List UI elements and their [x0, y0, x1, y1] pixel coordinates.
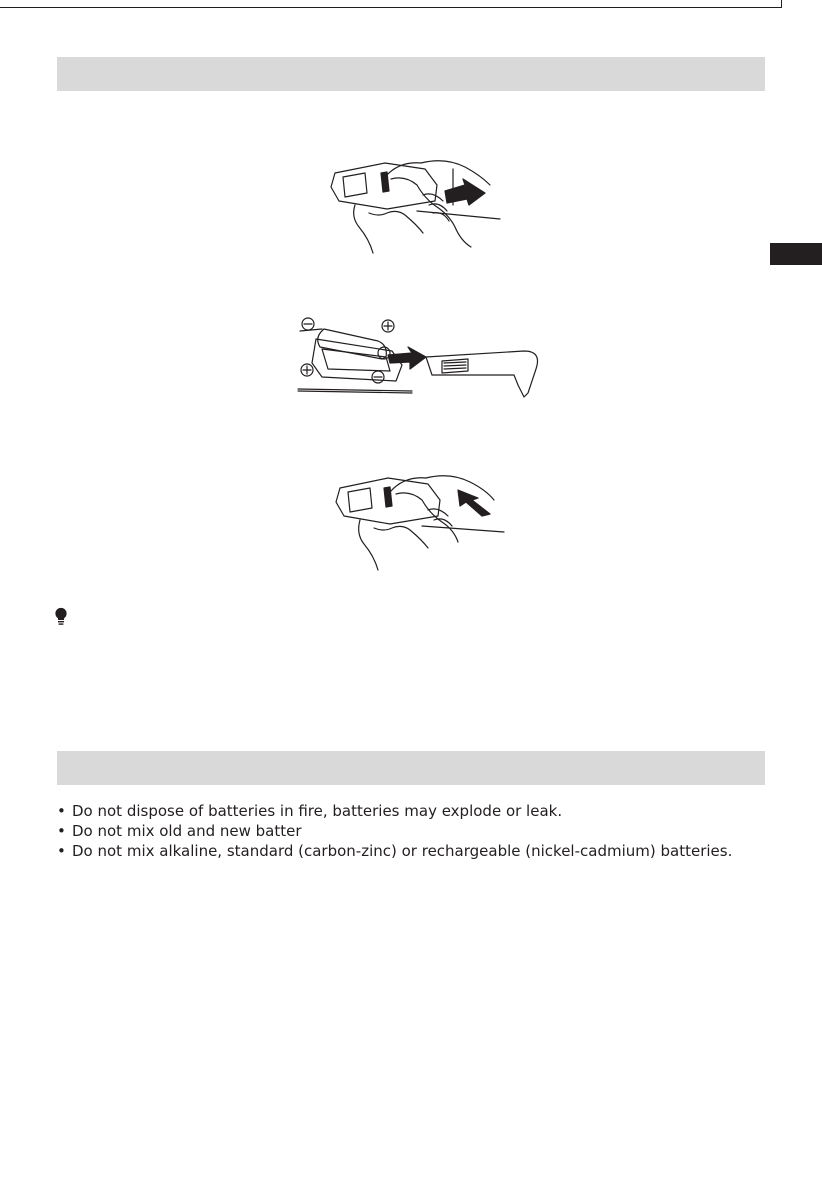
top-crop-rule: [0, 7, 782, 8]
insert-batteries-polarity-icon: [292, 315, 548, 405]
section-header-bar-2: [57, 751, 765, 785]
warning-item: • Do not dispose of batteries in fire, batteries may explode or leak.: [57, 801, 737, 821]
lightbulb-icon: [54, 607, 68, 627]
section-header-bar-1: [57, 57, 765, 91]
language-side-tab: [770, 243, 822, 265]
warning-item: • Do not mix alkaline, standard (carbon-zinc) or rechargeable (nickel-cadmium) batteries.: [57, 841, 737, 861]
warning-item: • Do not mix old and new batter: [57, 821, 737, 841]
battery-warning-list: [57, 801, 737, 861]
remote-open-battery-cover-icon: [325, 155, 505, 257]
top-crop-tick: [781, 0, 782, 7]
remote-close-battery-cover-icon: [328, 472, 508, 572]
